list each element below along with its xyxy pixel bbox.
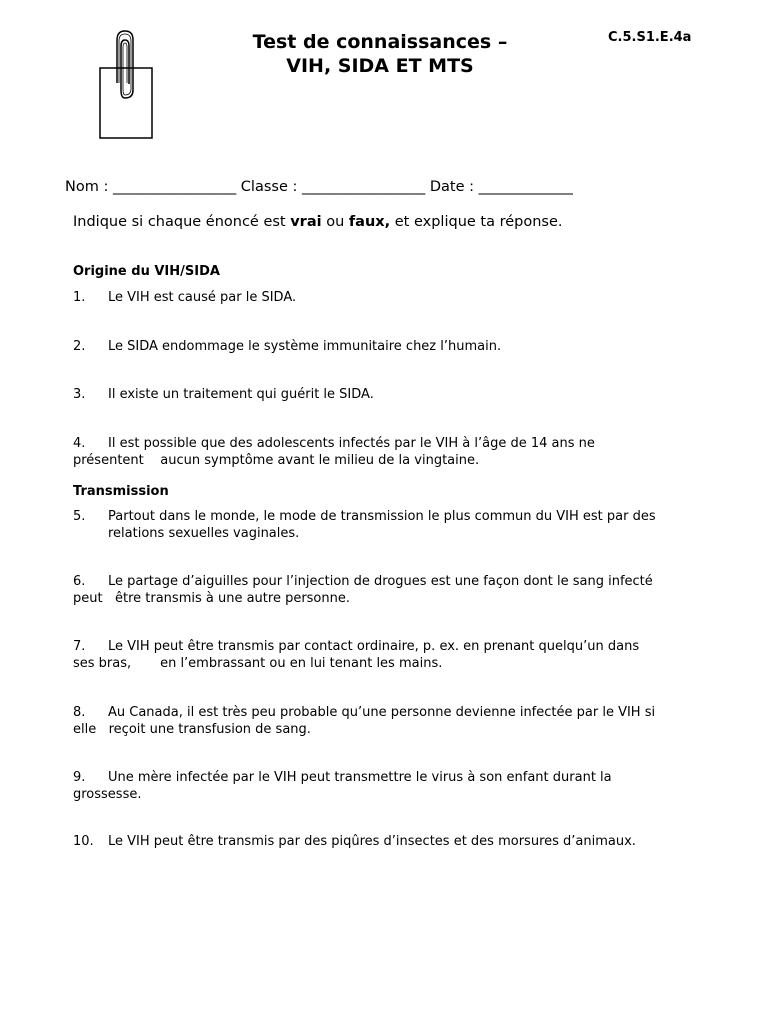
question-text: Il existe un traitement qui guérit le SIDA. — [108, 387, 374, 402]
question-3 — [73, 386, 703, 403]
question-6 — [73, 573, 703, 607]
question-5 — [73, 508, 703, 542]
question-text-continued: elle reçoit une transfusion de sang. — [73, 722, 311, 737]
question-text: Une mère infectée par le VIH peut transmettre le virus à son enfant durant la — [108, 770, 612, 785]
question-number: 9. — [73, 770, 86, 785]
question-number: 3. — [73, 387, 86, 402]
instructions-text: ou — [321, 214, 349, 230]
name-class-date-line: Nom : _________________ Classe : _________________ Date : _____________ — [65, 179, 573, 195]
question-text-continued: grossesse. — [73, 787, 142, 802]
question-9 — [73, 769, 703, 803]
question-4 — [73, 435, 703, 469]
question-number: 10. — [73, 834, 94, 849]
question-text: Il est possible que des adolescents infectés par le VIH à l’âge de 14 ans ne — [108, 436, 595, 451]
question-number: 1. — [73, 290, 86, 305]
question-10 — [73, 833, 703, 850]
question-number: 7. — [73, 639, 86, 654]
question-text: Au Canada, il est très peu probable qu’une personne devienne infectée par le VIH si — [108, 705, 656, 720]
title-line-2: VIH, SIDA ET MTS — [286, 55, 474, 77]
paperclip-note-icon — [95, 28, 157, 142]
question-text-continued: présentent aucun symptôme avant le milieu de la vingtaine. — [73, 453, 480, 468]
question-text: Le partage d’aiguilles pour l’injection de drogues est une façon dont le sang infecté — [108, 574, 653, 589]
document-title — [190, 30, 570, 78]
question-number: 6. — [73, 574, 86, 589]
instructions — [73, 214, 563, 230]
question-text: Le SIDA endommage le système immunitaire chez l’humain. — [108, 339, 502, 354]
question-1 — [73, 289, 703, 306]
question-number: 4. — [73, 436, 86, 451]
question-2 — [73, 338, 703, 355]
title-line-1: Test de connaissances – — [252, 31, 508, 53]
question-text: Le VIH est causé par le SIDA. — [108, 290, 297, 305]
vrai-emphasis: vrai — [290, 214, 322, 230]
question-text: Le VIH peut être transmis par contact ordinaire, p. ex. en prenant quelqu’un dans — [108, 639, 640, 654]
instructions-text: et explique ta réponse. — [390, 214, 563, 230]
question-number: 2. — [73, 339, 86, 354]
question-text-continued: ses bras, en l’embrassant ou en lui tenant les mains. — [73, 656, 443, 671]
question-number: 8. — [73, 705, 86, 720]
question-8 — [73, 704, 703, 738]
question-text-continued: peut être transmis à une autre personne. — [73, 591, 350, 606]
faux-emphasis: faux, — [348, 214, 391, 230]
document-code: C.5.S1.E.4a — [608, 30, 692, 45]
question-text: Partout dans le monde, le mode de transmission le plus commun du VIH est par des relations sexuelles vaginales. — [108, 509, 656, 541]
section-heading-origin: Origine du VIH/SIDA — [73, 264, 220, 279]
instructions-text: Indique si chaque énoncé est — [73, 214, 291, 230]
question-text: Le VIH peut être transmis par des piqûres d’insectes et des morsures d’animaux. — [108, 834, 636, 849]
question-7 — [73, 638, 703, 672]
section-heading-transmission: Transmission — [73, 484, 169, 499]
question-number: 5. — [73, 509, 86, 524]
